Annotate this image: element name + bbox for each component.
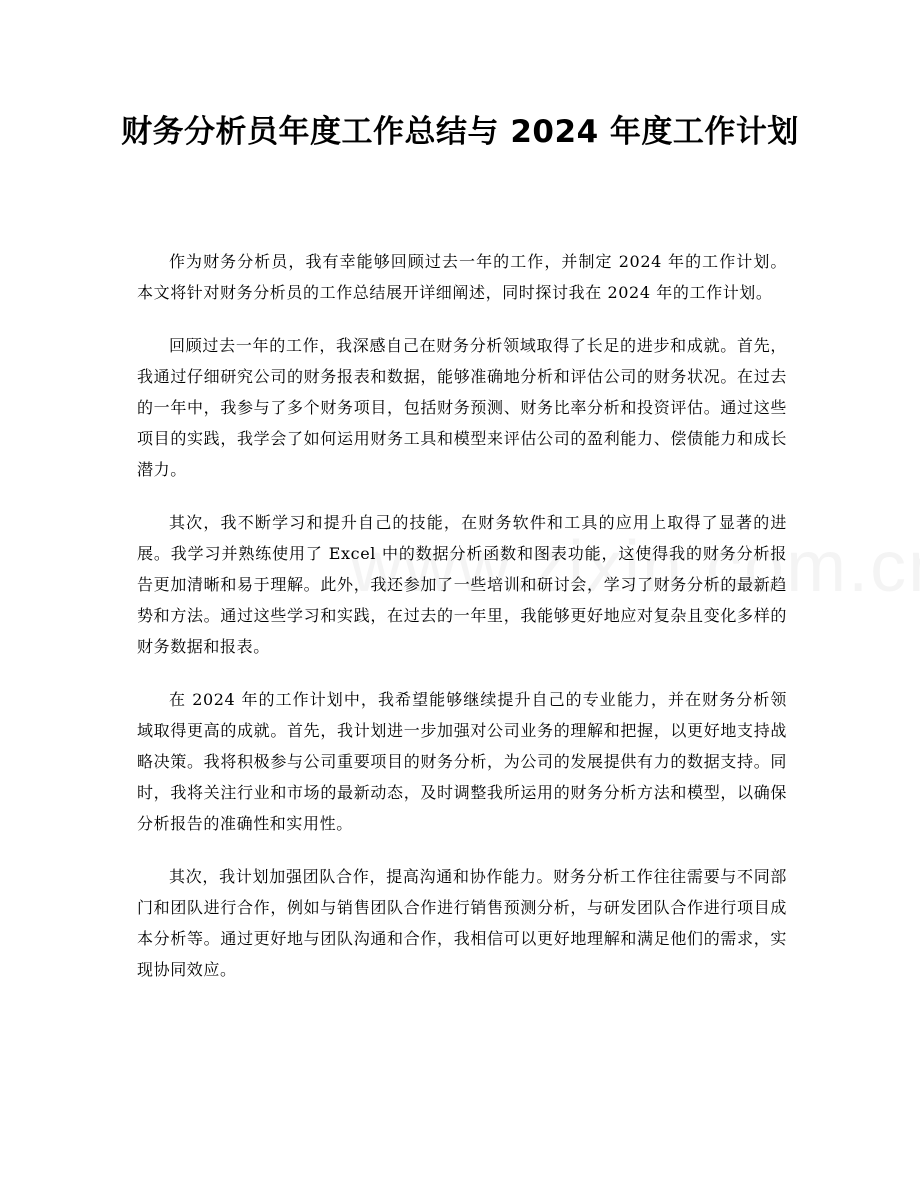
paragraph-plan: 在 2024 年的工作计划中，我希望能够继续提升自己的专业能力，并在财务分析领域取得更高的成就。首先，我计划进一步加强对公司业务的理解和把握，以更好地支持战略决策。我将积极参与公司重要项目的财务分析，为公司的发展提供有力的数据支持。同时，我将关注行业和市场的最新动态，及时调整我所运用的财务分析方法和模型，以确保分析报告的准确性和实用性。: [137, 690, 787, 833]
paragraph-review: 回顾过去一年的工作，我深感自己在财务分析领域取得了长足的进步和成就。首先，我通过仔细研究公司的财务报表和数据，能够准确地分析和评估公司的财务状况。在过去的一年中，我参与了多个财务项目，包括财务预测、财务比率分析和投资评估。通过这些项目的实践，我学会了如何运用财务工具和模型来评估公司的盈利能力、偿债能力和成长潜力。: [137, 336, 787, 479]
paragraph-teamwork: 其次，我计划加强团队合作，提高沟通和协作能力。财务分析工作往往需要与不同部门和团队进行合作，例如与销售团队合作进行销售预测分析，与研发团队合作进行项目成本分析等。通过更好地与团队沟通和合作，我相信可以更好地理解和满足他们的需求，实现协同效应。: [137, 867, 787, 979]
document-body: [137, 246, 787, 1007]
paragraph-skills: 其次，我不断学习和提升自己的技能，在财务软件和工具的应用上取得了显著的进展。我学习并熟练使用了 Excel 中的数据分析函数和图表功能，这使得我的财务分析报告更加清晰和易于理解。此外，我还参加了一些培训和研讨会，学习了财务分析的最新趋势和方法。通过这些学习和实践，在过去的一年里，我能够更好地应对复杂且变化多样的财务数据和报表。: [137, 513, 787, 656]
paragraph-intro: 作为财务分析员，我有幸能够回顾过去一年的工作，并制定 2024 年的工作计划。本文将针对财务分析员的工作总结展开详细阐述，同时探讨我在 2024 年的工作计划。: [137, 252, 787, 302]
document-title: 财务分析员年度工作总结与 2024 年度工作计划: [121, 114, 799, 150]
